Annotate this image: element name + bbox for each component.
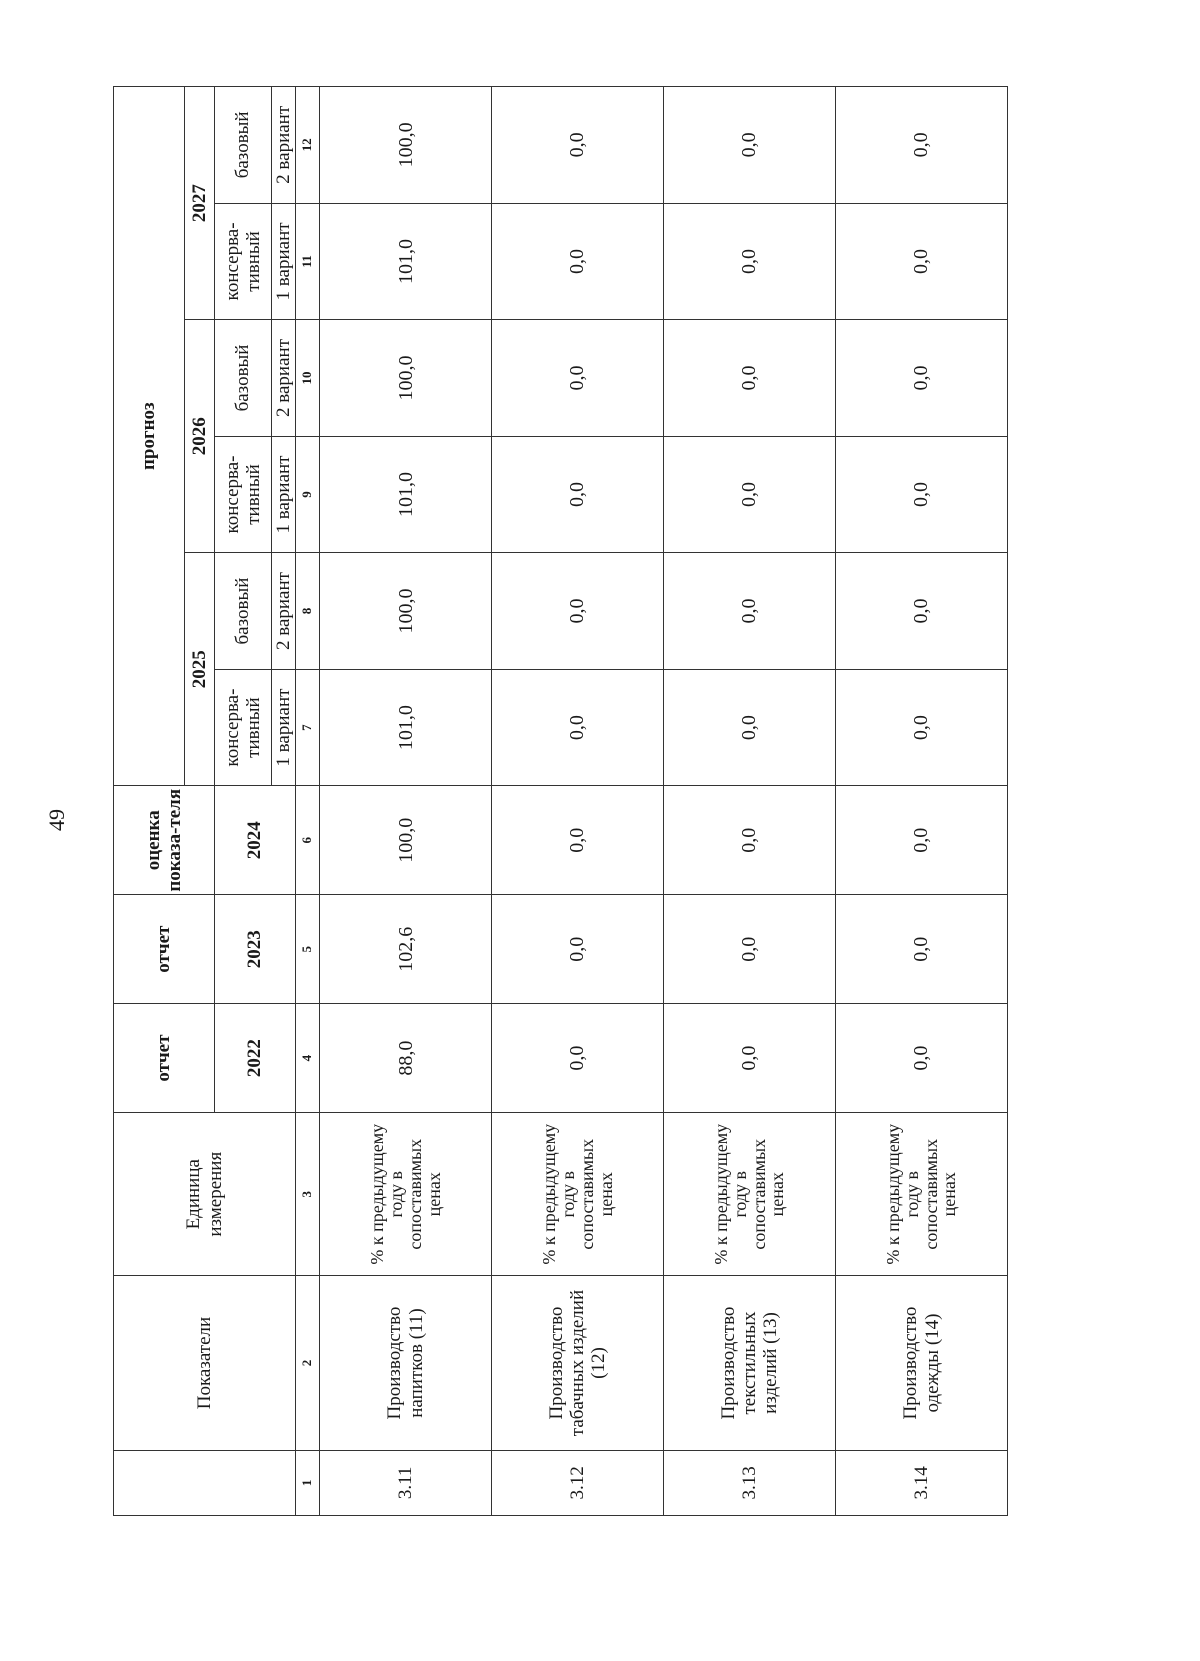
row-value: 0,0 bbox=[664, 87, 836, 204]
row-value: 0,0 bbox=[836, 553, 1008, 670]
header-conservative: консерва-тивный bbox=[215, 669, 272, 786]
row-value: 0,0 bbox=[664, 203, 836, 320]
header-variant1: 1 вариант bbox=[271, 436, 295, 553]
row-id: 3.14 bbox=[836, 1450, 1008, 1515]
row-value: 0,0 bbox=[492, 786, 664, 895]
header-conservative: консерва-тивный bbox=[215, 436, 272, 553]
row-value: 88,0 bbox=[320, 1004, 492, 1113]
header-year-2027: 2027 bbox=[184, 87, 214, 320]
header-blank-cell bbox=[114, 1450, 296, 1515]
row-id: 3.12 bbox=[492, 1450, 664, 1515]
row-name: Производство одежды (14) bbox=[836, 1276, 1008, 1450]
header-conservative: консерва-тивный bbox=[215, 203, 272, 320]
row-value: 0,0 bbox=[836, 436, 1008, 553]
header-estimate: оценка показа-теля bbox=[114, 786, 215, 895]
row-value: 0,0 bbox=[492, 320, 664, 437]
header-year-2023: 2023 bbox=[215, 895, 296, 1004]
col-number: 2 bbox=[296, 1276, 320, 1450]
page-number: 49 bbox=[44, 809, 69, 831]
header-base: базовый bbox=[215, 87, 272, 204]
col-number: 10 bbox=[296, 320, 320, 437]
row-value: 0,0 bbox=[836, 669, 1008, 786]
row-name: Производство текстильных изделий (13) bbox=[664, 1276, 836, 1450]
row-value: 100,0 bbox=[320, 320, 492, 437]
header-year-2026: 2026 bbox=[184, 320, 214, 553]
col-number: 9 bbox=[296, 436, 320, 553]
header-unit: Единица измерения bbox=[114, 1113, 296, 1276]
header-base: базовый bbox=[215, 320, 272, 437]
row-unit: % к предыдущему году в сопоставимых ценах bbox=[836, 1113, 1008, 1276]
header-report-2023: отчет bbox=[114, 895, 215, 1004]
row-value: 0,0 bbox=[492, 669, 664, 786]
col-number: 4 bbox=[296, 1004, 320, 1113]
rotated-table-container bbox=[113, 86, 1008, 1516]
row-unit: % к предыдущему году в сопоставимых ценах bbox=[320, 1113, 492, 1276]
header-variant2: 2 вариант bbox=[271, 553, 295, 670]
row-value: 0,0 bbox=[492, 87, 664, 204]
row-value: 0,0 bbox=[836, 786, 1008, 895]
row-value: 0,0 bbox=[664, 895, 836, 1004]
col-number: 3 bbox=[296, 1113, 320, 1276]
header-variant2: 2 вариант bbox=[271, 87, 295, 204]
header-forecast: прогноз bbox=[114, 87, 185, 786]
col-number: 5 bbox=[296, 895, 320, 1004]
row-name: Производство табачных изделий (12) bbox=[492, 1276, 664, 1450]
row-value: 100,0 bbox=[320, 87, 492, 204]
table-row bbox=[492, 87, 664, 1516]
row-value: 0,0 bbox=[492, 895, 664, 1004]
row-value: 0,0 bbox=[492, 1004, 664, 1113]
row-value: 101,0 bbox=[320, 436, 492, 553]
col-number: 1 bbox=[296, 1450, 320, 1515]
row-value: 0,0 bbox=[836, 1004, 1008, 1113]
row-value: 100,0 bbox=[320, 553, 492, 670]
row-value: 102,6 bbox=[320, 895, 492, 1004]
header-variant1: 1 вариант bbox=[271, 203, 295, 320]
table-row bbox=[836, 87, 1008, 1516]
row-unit: % к предыдущему году в сопоставимых ценах bbox=[492, 1113, 664, 1276]
row-value: 0,0 bbox=[492, 203, 664, 320]
row-value: 0,0 bbox=[664, 669, 836, 786]
row-value: 0,0 bbox=[492, 553, 664, 670]
header-year-2024: 2024 bbox=[215, 786, 296, 895]
header-indicators: Показатели bbox=[114, 1276, 296, 1450]
row-value: 0,0 bbox=[836, 203, 1008, 320]
row-value: 0,0 bbox=[664, 436, 836, 553]
col-number: 8 bbox=[296, 553, 320, 670]
row-value: 101,0 bbox=[320, 203, 492, 320]
table-row bbox=[664, 87, 836, 1516]
row-value: 0,0 bbox=[664, 320, 836, 437]
column-number-row bbox=[296, 87, 320, 1516]
row-name: Производство напитков (11) bbox=[320, 1276, 492, 1450]
col-number: 7 bbox=[296, 669, 320, 786]
col-number: 12 bbox=[296, 87, 320, 204]
row-value: 0,0 bbox=[836, 320, 1008, 437]
row-value: 0,0 bbox=[492, 436, 664, 553]
row-id: 3.13 bbox=[664, 1450, 836, 1515]
header-base: базовый bbox=[215, 553, 272, 670]
header-variant1: 1 вариант bbox=[271, 669, 295, 786]
row-id: 3.11 bbox=[320, 1450, 492, 1515]
header-variant2: 2 вариант bbox=[271, 320, 295, 437]
header-year-2022: 2022 bbox=[215, 1004, 296, 1113]
forecast-table bbox=[113, 86, 1008, 1516]
row-value: 0,0 bbox=[836, 87, 1008, 204]
header-report-2022: отчет bbox=[114, 1004, 215, 1113]
col-number: 11 bbox=[296, 203, 320, 320]
row-value: 101,0 bbox=[320, 669, 492, 786]
col-number: 6 bbox=[296, 786, 320, 895]
row-value: 0,0 bbox=[664, 1004, 836, 1113]
header-year-2025: 2025 bbox=[184, 553, 214, 786]
row-value: 100,0 bbox=[320, 786, 492, 895]
row-value: 0,0 bbox=[664, 553, 836, 670]
table-row bbox=[320, 87, 492, 1516]
row-unit: % к предыдущему году в сопоставимых ценах bbox=[664, 1113, 836, 1276]
row-value: 0,0 bbox=[664, 786, 836, 895]
row-value: 0,0 bbox=[836, 895, 1008, 1004]
